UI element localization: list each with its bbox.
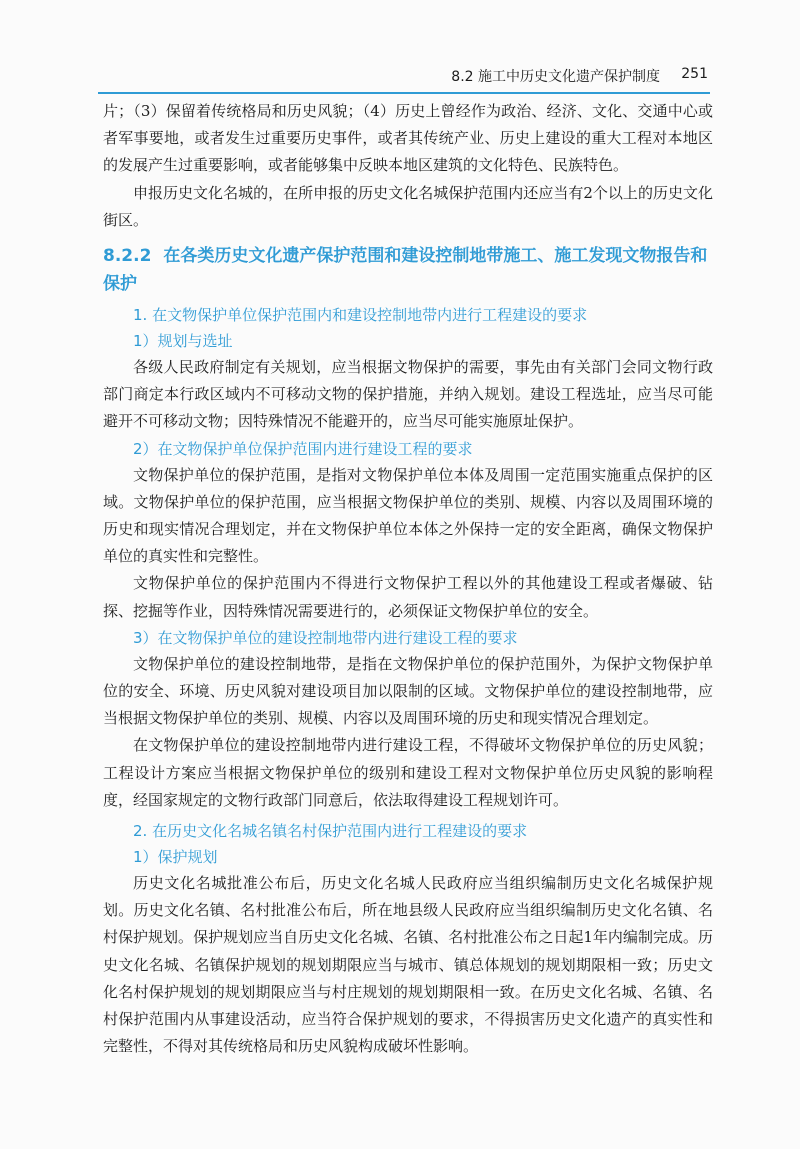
running-header	[98, 62, 710, 94]
paragraph-protection-scope: 文物保护单位的保护范围，是指对文物保护单位本体及周围一定范围实施重点保护的区域。文物保护单位的保护范围，应当根据文物保护单位的类别、规模、内容以及周围环境的历史和现实情况合理划定，并在文物保护单位本体之外保持一定的安全距离，确保文物保护单位的真实性和完整性。	[103, 465, 713, 566]
section-title: 在各类历史文化遗产保护范围和建设控制地带施工、施工发现文物报告和保护	[103, 246, 708, 295]
paragraph-protection-plan: 历史文化名城批准公布后，历史文化名城人民政府应当组织编制历史文化名城保护规划。历史文化名镇、名村批准公布后，所在地县级人民政府应当组织编制历史文化名镇、名村保护规划。保护规划应当自历史文化名城、名镇、名村批准公布之日起1年内编制完成。历史文化名城、名镇保护规划的规划期限应当与城市、镇总体规划的规划期限相一致；历史文化名村保护规划的规划期限应当与村庄规划的规划期限相一致。在历史文化名城、名镇、名村保护范围内从事建设活动，应当符合保护规划的要求，不得损害历史文化遗产的真实性和完整性，不得对其传统格局和历史风貌构成破坏性影响。	[103, 874, 713, 1056]
page-number: 251	[681, 66, 708, 82]
running-header-title: 8.2 施工中历史文化遗产保护制度	[451, 69, 660, 85]
section-heading	[103, 242, 713, 298]
paragraph-intro-application: 申报历史文化名城的，在所申报的历史文化名城保护范围内还应当有2个以上的历史文化街区。	[103, 183, 713, 229]
subsection-2-heading: 2. 在历史文化名城名镇名村保护范围内进行工程建设的要求	[133, 822, 528, 841]
section-number: 8.2.2	[103, 246, 152, 267]
paragraph-control-zone-definition: 文物保护单位的建设控制地带，是指在文物保护单位的保护范围外，为保护文物保护单位的安全、环境、历史风貌对建设项目加以限制的区域。文物保护单位的建设控制地带，应当根据文物保护单位的类别、规模、内容以及周围环境的历史和现实情况合理划定。	[103, 654, 713, 728]
paragraph-protection-restrictions: 文物保护单位的保护范围内不得进行文物保护工程以外的其他建设工程或者爆破、钻探、挖掘等作业，因特殊情况需要进行的，必须保证文物保护单位的安全。	[103, 574, 713, 620]
item-2-1-heading: 1）保护规划	[133, 848, 218, 867]
paragraph-planning-siting: 各级人民政府制定有关规划，应当根据文物保护的需要，事先由有关部门会同文物行政部门商定本行政区域内不可移动文物的保护措施，并纳入规划。建设工程选址，应当尽可能避开不可移动文物；因特殊情况不能避开的，应当尽可能实施原址保护。	[103, 358, 713, 431]
item-1-3-heading: 3）在文物保护单位的建设控制地带内进行建设工程的要求	[133, 628, 518, 647]
paragraph-intro-continued: 片；（3）保留着传统格局和历史风貌；（4）历史上曾经作为政治、经济、文化、交通中心或者军事要地，或者发生过重要历史事件，或者其传统产业、历史上建设的重大工程对本地区的发展产生过重要影响，或者能够集中反映本地区建筑的文化特色、民族特色。	[103, 102, 713, 175]
item-1-2-heading: 2）在文物保护单位保护范围内进行建设工程的要求	[133, 439, 473, 458]
page-body	[103, 98, 713, 1060]
subsection-1-heading: 1. 在文物保护单位保护范围内和建设控制地带内进行工程建设的要求	[133, 306, 588, 325]
item-1-1-heading: 1）规划与选址	[133, 332, 233, 351]
paragraph-control-zone-requirements: 在文物保护单位的建设控制地带内进行建设工程，不得破坏文物保护单位的历史风貌；工程设计方案应当根据文物保护单位的级别和建设工程对文物保护单位历史风貌的影响程度，经国家规定的文物行政部门同意后，依法取得建设工程规划许可。	[103, 736, 713, 809]
